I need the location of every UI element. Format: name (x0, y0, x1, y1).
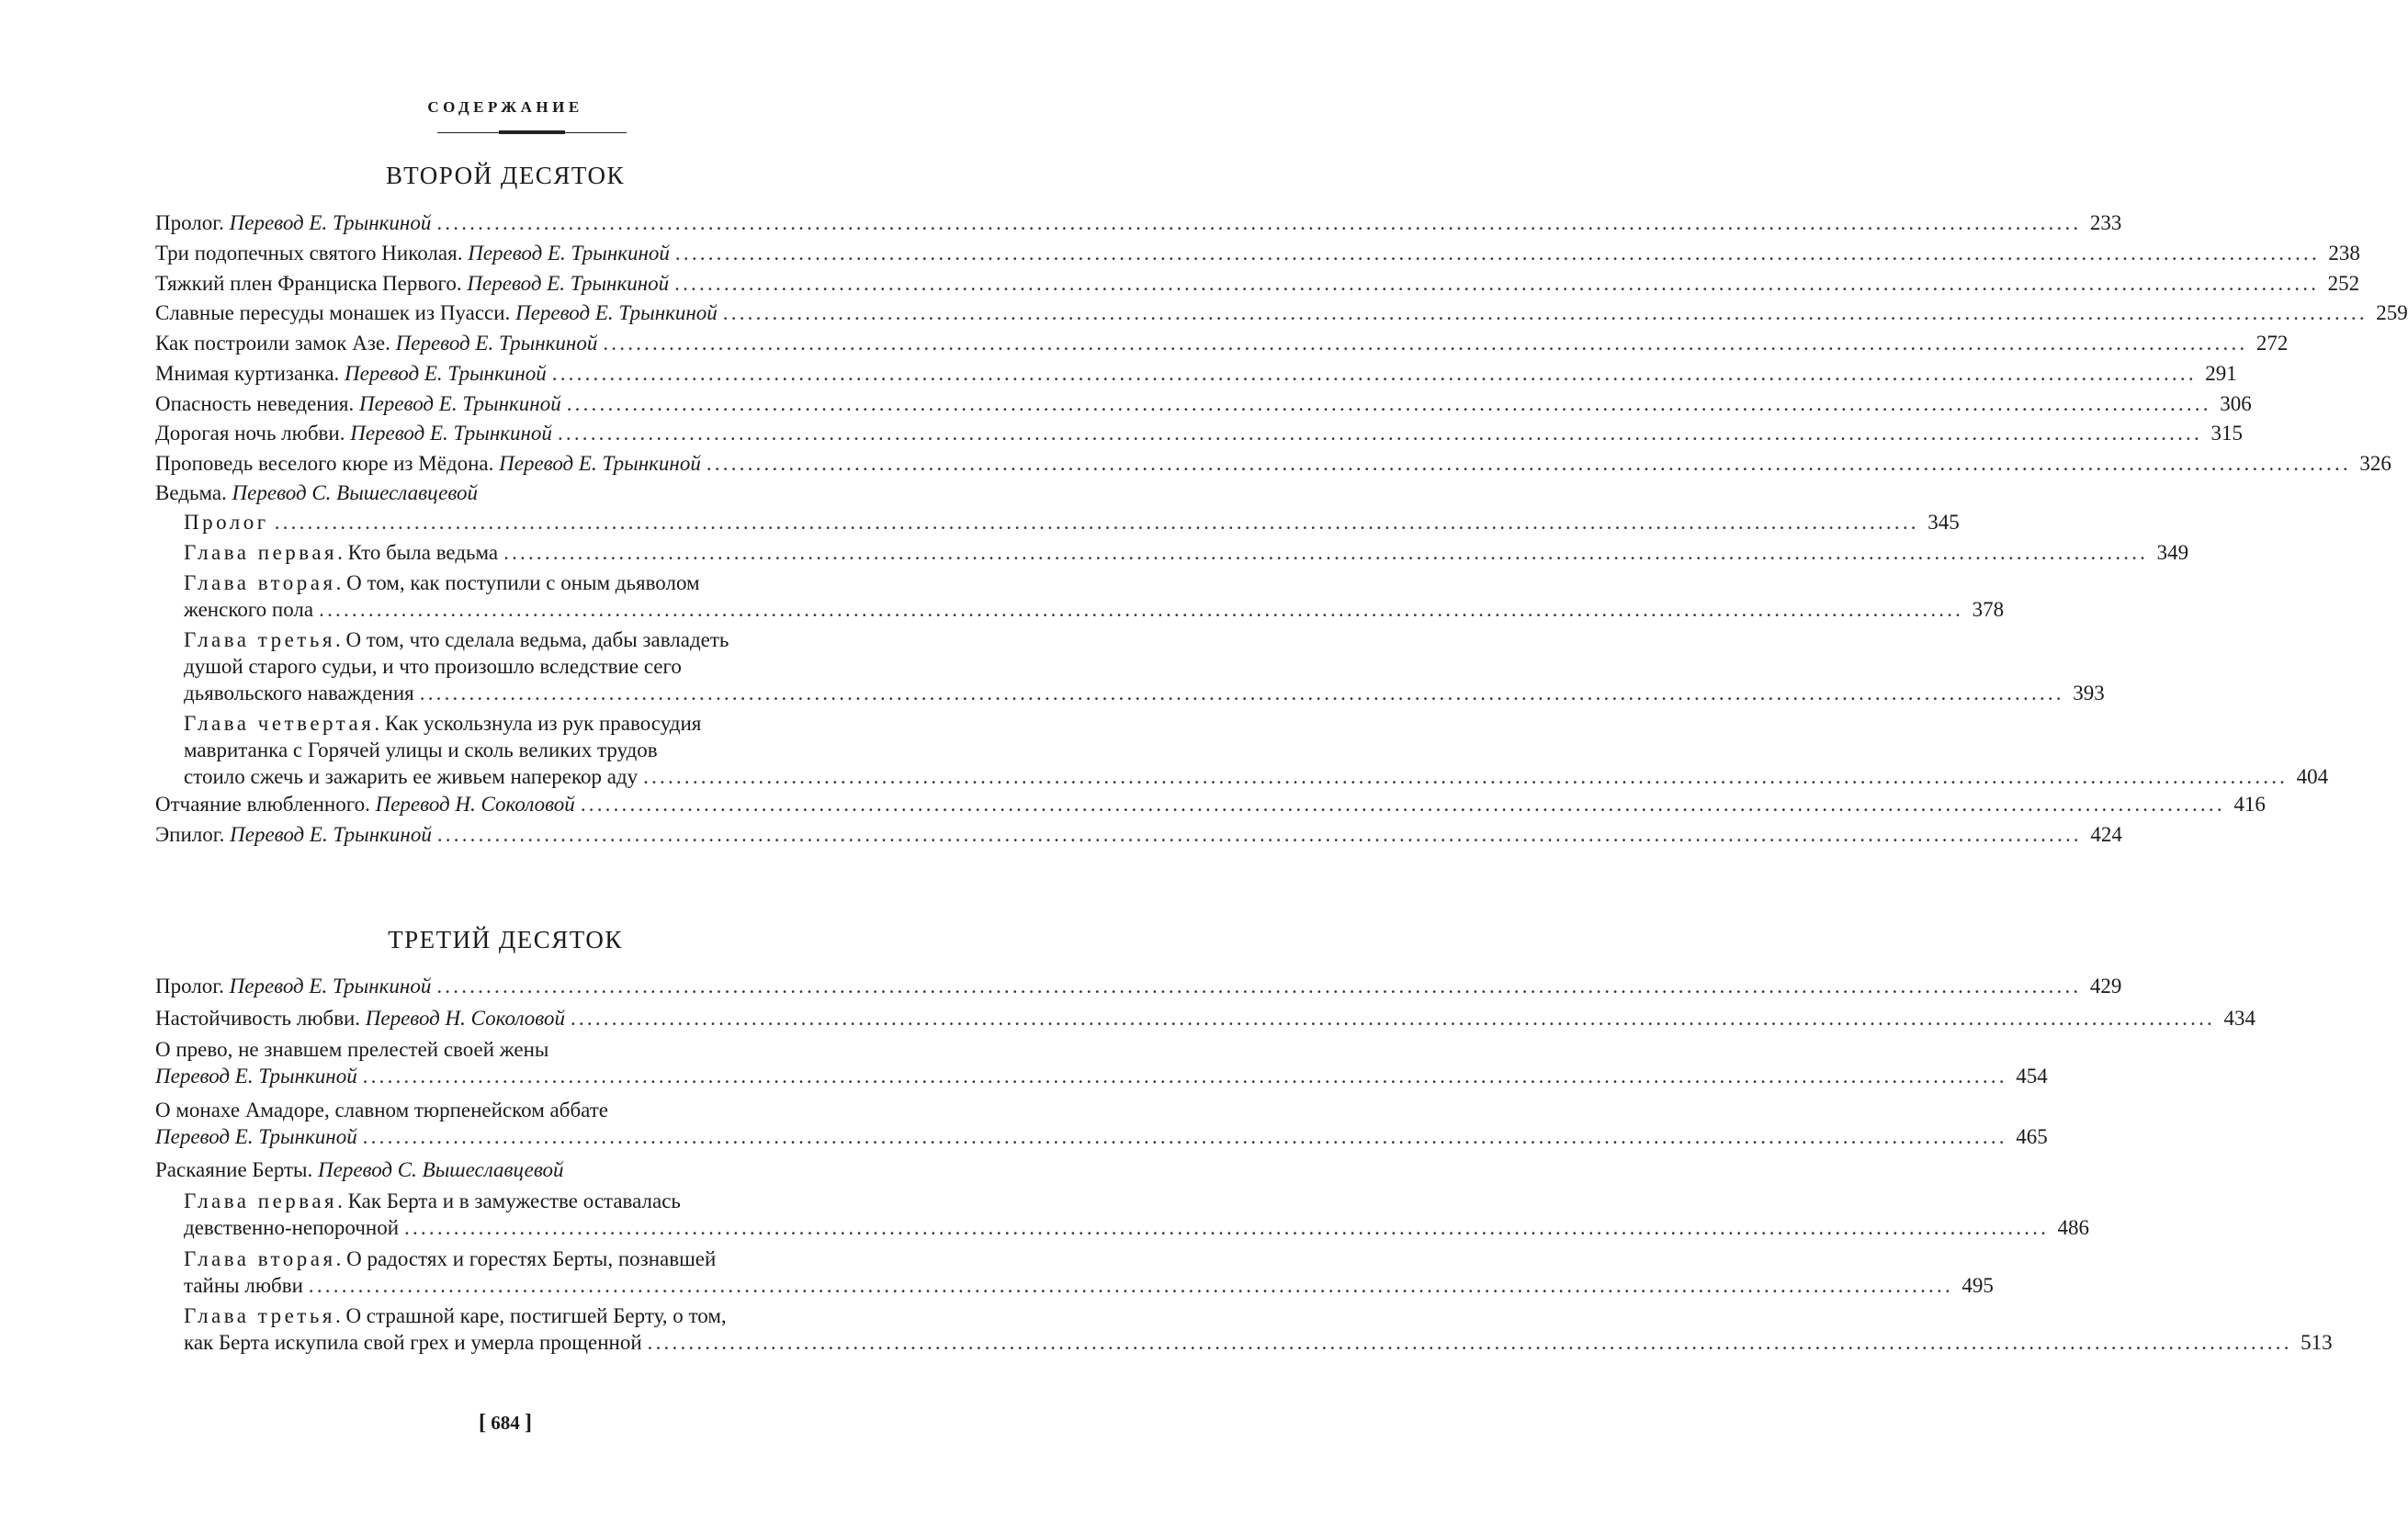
entry-translator: Перевод Е. Трынкиной (345, 362, 547, 385)
page-number: 259 (2376, 301, 2408, 324)
entry-title: Три подопечных святого Николая. (155, 242, 469, 265)
toc-entry (155, 299, 2408, 326)
entry-line (184, 1302, 905, 1329)
toc-chapter-entry (155, 509, 1960, 535)
chapter-label: Глава третья (184, 1304, 335, 1327)
toc-entry (155, 1097, 2048, 1150)
page-number: 424 (2090, 823, 2122, 846)
toc-entry (155, 821, 2122, 848)
entry-translator: Перевод Н. Соколовой (375, 793, 575, 816)
entry-text (184, 626, 729, 653)
entry-line (155, 1036, 905, 1063)
toc-entry (155, 240, 2360, 266)
dot-leader: ........................................................................................................................................................................................................ (362, 1065, 2007, 1088)
toc-entry (155, 973, 2122, 999)
chapter-title-cont: как Берта искупила свой грех и умерла прощенной (184, 1331, 642, 1354)
page-number (0, 1411, 1011, 1436)
entry-line (155, 360, 2237, 387)
entry-text (155, 240, 670, 266)
entry-title: О монахе Амадоре, славном тюрпенейском аббате (155, 1099, 609, 1122)
page-number: 349 (2156, 541, 2189, 564)
page-number: 238 (2328, 242, 2360, 265)
entry-text (155, 821, 432, 848)
toc-entry (155, 360, 2237, 387)
entry-text (155, 330, 597, 356)
page-number: 513 (2301, 1331, 2333, 1354)
entry-line (155, 973, 2122, 999)
toc-entry (155, 1036, 2048, 1089)
entry-line (155, 1123, 2048, 1150)
entry-text (184, 509, 269, 535)
chapter-title-cont: женского пола (184, 598, 314, 621)
entry-line (184, 1272, 1994, 1299)
page-number: 393 (2073, 682, 2105, 705)
dot-leader: ........................................................................................................................................................................................................ (580, 793, 2225, 816)
dot-leader: ........................................................................................................................................................................................................ (404, 1216, 2050, 1239)
page-number: 378 (1972, 598, 2005, 621)
entry-line (184, 737, 905, 763)
entry-text (184, 539, 498, 566)
chapter-title: . Как Берта и в замужестве оставалась (337, 1189, 681, 1212)
page-number: 495 (1961, 1274, 1994, 1297)
entry-text (155, 791, 575, 817)
dot-leader: ........................................................................................................................................................................................................ (274, 511, 1919, 534)
page-number: 272 (2255, 332, 2289, 355)
dot-leader: ........................................................................................................................................................................................................ (362, 1125, 2007, 1148)
toc-chapter-entry (155, 569, 2005, 623)
entry-translator: Перевод Е. Трынкиной (155, 1065, 357, 1088)
chapter-label: Глава первая (184, 541, 338, 564)
entry-translator: Перевод Е. Трынкиной (229, 211, 432, 234)
entry-line (155, 1097, 905, 1123)
folio-bracket-right: ] (525, 1411, 532, 1435)
dot-leader: ........................................................................................................................................................................................................ (566, 392, 2211, 415)
entry-title: Раскаяние Берты. (155, 1158, 319, 1181)
dot-leader: ........................................................................................................................................................................................................ (436, 823, 2082, 846)
page-number: 345 (1928, 511, 1960, 534)
entry-title: О прево, не знавшем прелестей своей жены (155, 1038, 549, 1061)
toc-entry (155, 1005, 2255, 1031)
entry-line (155, 390, 2252, 417)
entry-text (184, 569, 700, 596)
page-number: 434 (2223, 1007, 2255, 1030)
entry-text (155, 479, 478, 506)
entry-line (184, 763, 2329, 790)
entry-line (184, 509, 1960, 535)
entry-title: Как построили замок Азе. (155, 332, 396, 355)
dot-leader: ........................................................................................................................................................................................................ (503, 541, 2149, 564)
toc-chapter-entry (155, 1188, 2090, 1241)
entry-title: Дорогая ночь любви. (155, 422, 351, 445)
dot-leader: ........................................................................................................................................................................................................ (570, 1007, 2215, 1030)
entry-text (155, 420, 552, 446)
entry-line (184, 626, 905, 653)
entry-line (184, 539, 2189, 566)
entry-line (155, 270, 2360, 297)
entry-line (184, 1246, 905, 1272)
dot-leader: ........................................................................................................................................................................................................ (722, 301, 2368, 324)
dot-leader: ........................................................................................................................................................................................................ (643, 765, 2289, 788)
header-rule-accent (499, 130, 565, 134)
entry-title: Опасность неведения. (155, 392, 359, 415)
toc-chapter-entry (155, 710, 2329, 790)
page-number: 326 (2359, 452, 2391, 475)
entry-translator: Перевод Е. Трынкиной (499, 452, 701, 475)
chapter-title-cont: мавританка с Горячей улицы и сколь великих трудов (184, 738, 658, 761)
page-number: 486 (2057, 1216, 2090, 1239)
entry-text (155, 390, 561, 417)
chapter-title-cont: стоило сжечь и зажарить ее живьем наперекор аду (184, 765, 639, 788)
entry-line (155, 450, 2391, 477)
entry-line (155, 420, 2243, 446)
entry-text (155, 1156, 564, 1183)
page-number: 429 (2089, 975, 2122, 998)
entry-text (155, 973, 431, 999)
page-number: 252 (2327, 272, 2360, 295)
toc-entry (155, 420, 2243, 446)
dot-leader: ........................................................................................................................................................................................................ (603, 332, 2248, 355)
chapter-title: . О том, что сделала ведьма, дабы завладеть (334, 628, 729, 651)
chapter-label: Глава вторая (184, 571, 336, 594)
entry-line (155, 1156, 905, 1183)
entry-title: Проповедь веселого кюре из Мёдона. (155, 452, 500, 475)
entry-line (184, 1329, 2333, 1356)
chapter-title: . Кто была ведьма (337, 541, 499, 564)
entry-translator: Перевод Е. Трынкиной (155, 1125, 357, 1148)
chapter-title-cont: тайны любви (184, 1274, 303, 1297)
chapter-label: Пролог (184, 511, 269, 534)
chapter-title-cont: душой старого судьи, и что произошло вследствие сего (184, 655, 682, 678)
chapter-title: . О радостях и горестях Берты, познавшей (335, 1247, 717, 1270)
entry-line (184, 1188, 905, 1214)
entry-line (155, 1005, 2255, 1031)
entry-text (184, 1246, 716, 1272)
entry-line (155, 299, 2408, 326)
entry-line (184, 653, 905, 680)
toc-chapter-entry (155, 626, 2105, 706)
toc-chapter-entry (155, 1302, 2333, 1356)
entry-text (184, 710, 701, 737)
entry-translator: Перевод Е. Трынкиной (358, 392, 561, 415)
dot-leader: ........................................................................................................................................................................................................ (674, 272, 2320, 295)
toc-entry (155, 479, 905, 506)
running-header: СОДЕРЖАНИЕ (427, 98, 583, 116)
page-number: 404 (2296, 765, 2329, 788)
entry-line (155, 209, 2122, 236)
toc-entry (155, 1156, 905, 1183)
toc-entry (155, 390, 2252, 417)
entry-translator: Перевод Е. Трынкиной (468, 242, 670, 265)
entry-title: Мнимая куртизанка. (155, 362, 345, 385)
entry-text (155, 360, 547, 387)
entry-title: Ведьма. (155, 481, 232, 504)
section-title-second-ten: ВТОРОЙ ДЕСЯТОК (386, 162, 625, 189)
entry-translator: Перевод С. Вышеславцевой (232, 481, 479, 504)
page-number: 315 (2210, 422, 2243, 445)
dot-leader: ........................................................................................................................................................................................................ (308, 1274, 1953, 1297)
page-number: 465 (2016, 1125, 2048, 1148)
entry-text (155, 209, 431, 236)
entry-line (184, 680, 2105, 706)
entry-line (155, 791, 2266, 817)
toc-entry (155, 330, 2289, 356)
entry-line (155, 240, 2360, 266)
dot-leader: ........................................................................................................................................................................................................ (436, 211, 2082, 234)
entry-text (155, 299, 718, 326)
toc-entry (155, 209, 2122, 236)
entry-text (184, 1302, 727, 1329)
entry-line (155, 821, 2122, 848)
chapter-label: Глава первая (184, 1189, 338, 1212)
toc-chapter-entry (155, 539, 2189, 566)
entry-text (155, 450, 701, 477)
entry-line (184, 569, 905, 596)
page-number: 291 (2205, 362, 2237, 385)
entry-line (184, 710, 905, 737)
entry-title: Славные пересуды монашек из Пуасси. (155, 301, 516, 324)
dot-leader: ........................................................................................................................................................................................................ (436, 975, 2082, 998)
folio-number: 684 (491, 1412, 520, 1434)
entry-title: Настойчивость любви. (155, 1007, 366, 1030)
page-number: 233 (2089, 211, 2122, 234)
chapter-label: Глава вторая (184, 1247, 336, 1270)
entry-text (155, 270, 669, 297)
chapter-title-cont: дьявольского наваждения (184, 682, 414, 705)
entry-title: Эпилог. (155, 823, 231, 846)
page-number: 416 (2233, 793, 2266, 816)
chapter-title-cont: девственно-непорочной (184, 1216, 400, 1239)
entry-line (184, 1214, 2090, 1241)
chapter-title: . О том, как поступили с оным дьяволом (335, 571, 700, 594)
dot-leader: ........................................................................................................................................................................................................ (706, 452, 2351, 475)
dot-leader: ........................................................................................................................................................................................................ (551, 362, 2197, 385)
dot-leader: ........................................................................................................................................................................................................ (674, 242, 2320, 265)
entry-translator: Перевод Н. Соколовой (365, 1007, 565, 1030)
dot-leader: ........................................................................................................................................................................................................ (647, 1331, 2292, 1354)
entry-translator: Перевод Е. Трынкиной (395, 332, 598, 355)
toc-entry (155, 791, 2266, 817)
entry-translator: Перевод Е. Трынкиной (515, 301, 718, 324)
entry-text (155, 1005, 565, 1031)
entry-translator: Перевод Е. Трынкиной (230, 823, 432, 846)
entry-translator: Перевод Е. Трынкиной (350, 422, 552, 445)
entry-translator: Перевод С. Вышеславцевой (318, 1158, 564, 1181)
page-number: 306 (2220, 392, 2252, 415)
entry-line (155, 330, 2289, 356)
entry-line (155, 479, 905, 506)
dot-leader: ........................................................................................................................................................................................................ (319, 598, 1964, 621)
toc-entry (155, 450, 2391, 477)
toc-entry (155, 270, 2360, 297)
entry-title: Отчаяние влюбленного. (155, 793, 376, 816)
entry-line (184, 596, 2005, 623)
entry-title: Пролог. (155, 211, 230, 234)
entry-translator: Перевод Е. Трынкиной (467, 272, 670, 295)
chapter-title: . О страшной каре, постигшей Берту, о том, (334, 1304, 727, 1327)
entry-line (155, 1063, 2048, 1089)
chapter-title: . Как ускользнула из рук правосудия (374, 712, 702, 735)
entry-text (184, 1188, 681, 1214)
entry-title: Пролог. (155, 975, 230, 998)
page-number: 454 (2016, 1065, 2048, 1088)
folio-bracket-left: [ (479, 1411, 486, 1435)
entry-translator: Перевод Е. Трынкиной (229, 975, 432, 998)
section-title-third-ten: ТРЕТИЙ ДЕСЯТОК (388, 926, 623, 953)
dot-leader: ........................................................................................................................................................................................................ (557, 422, 2202, 445)
chapter-label: Глава третья (184, 628, 335, 651)
toc-chapter-entry (155, 1246, 1994, 1299)
dot-leader: ........................................................................................................................................................................................................ (419, 682, 2064, 705)
entry-title: Тяжкий плен Франциска Первого. (155, 272, 468, 295)
chapter-label: Глава четвертая (184, 712, 375, 735)
